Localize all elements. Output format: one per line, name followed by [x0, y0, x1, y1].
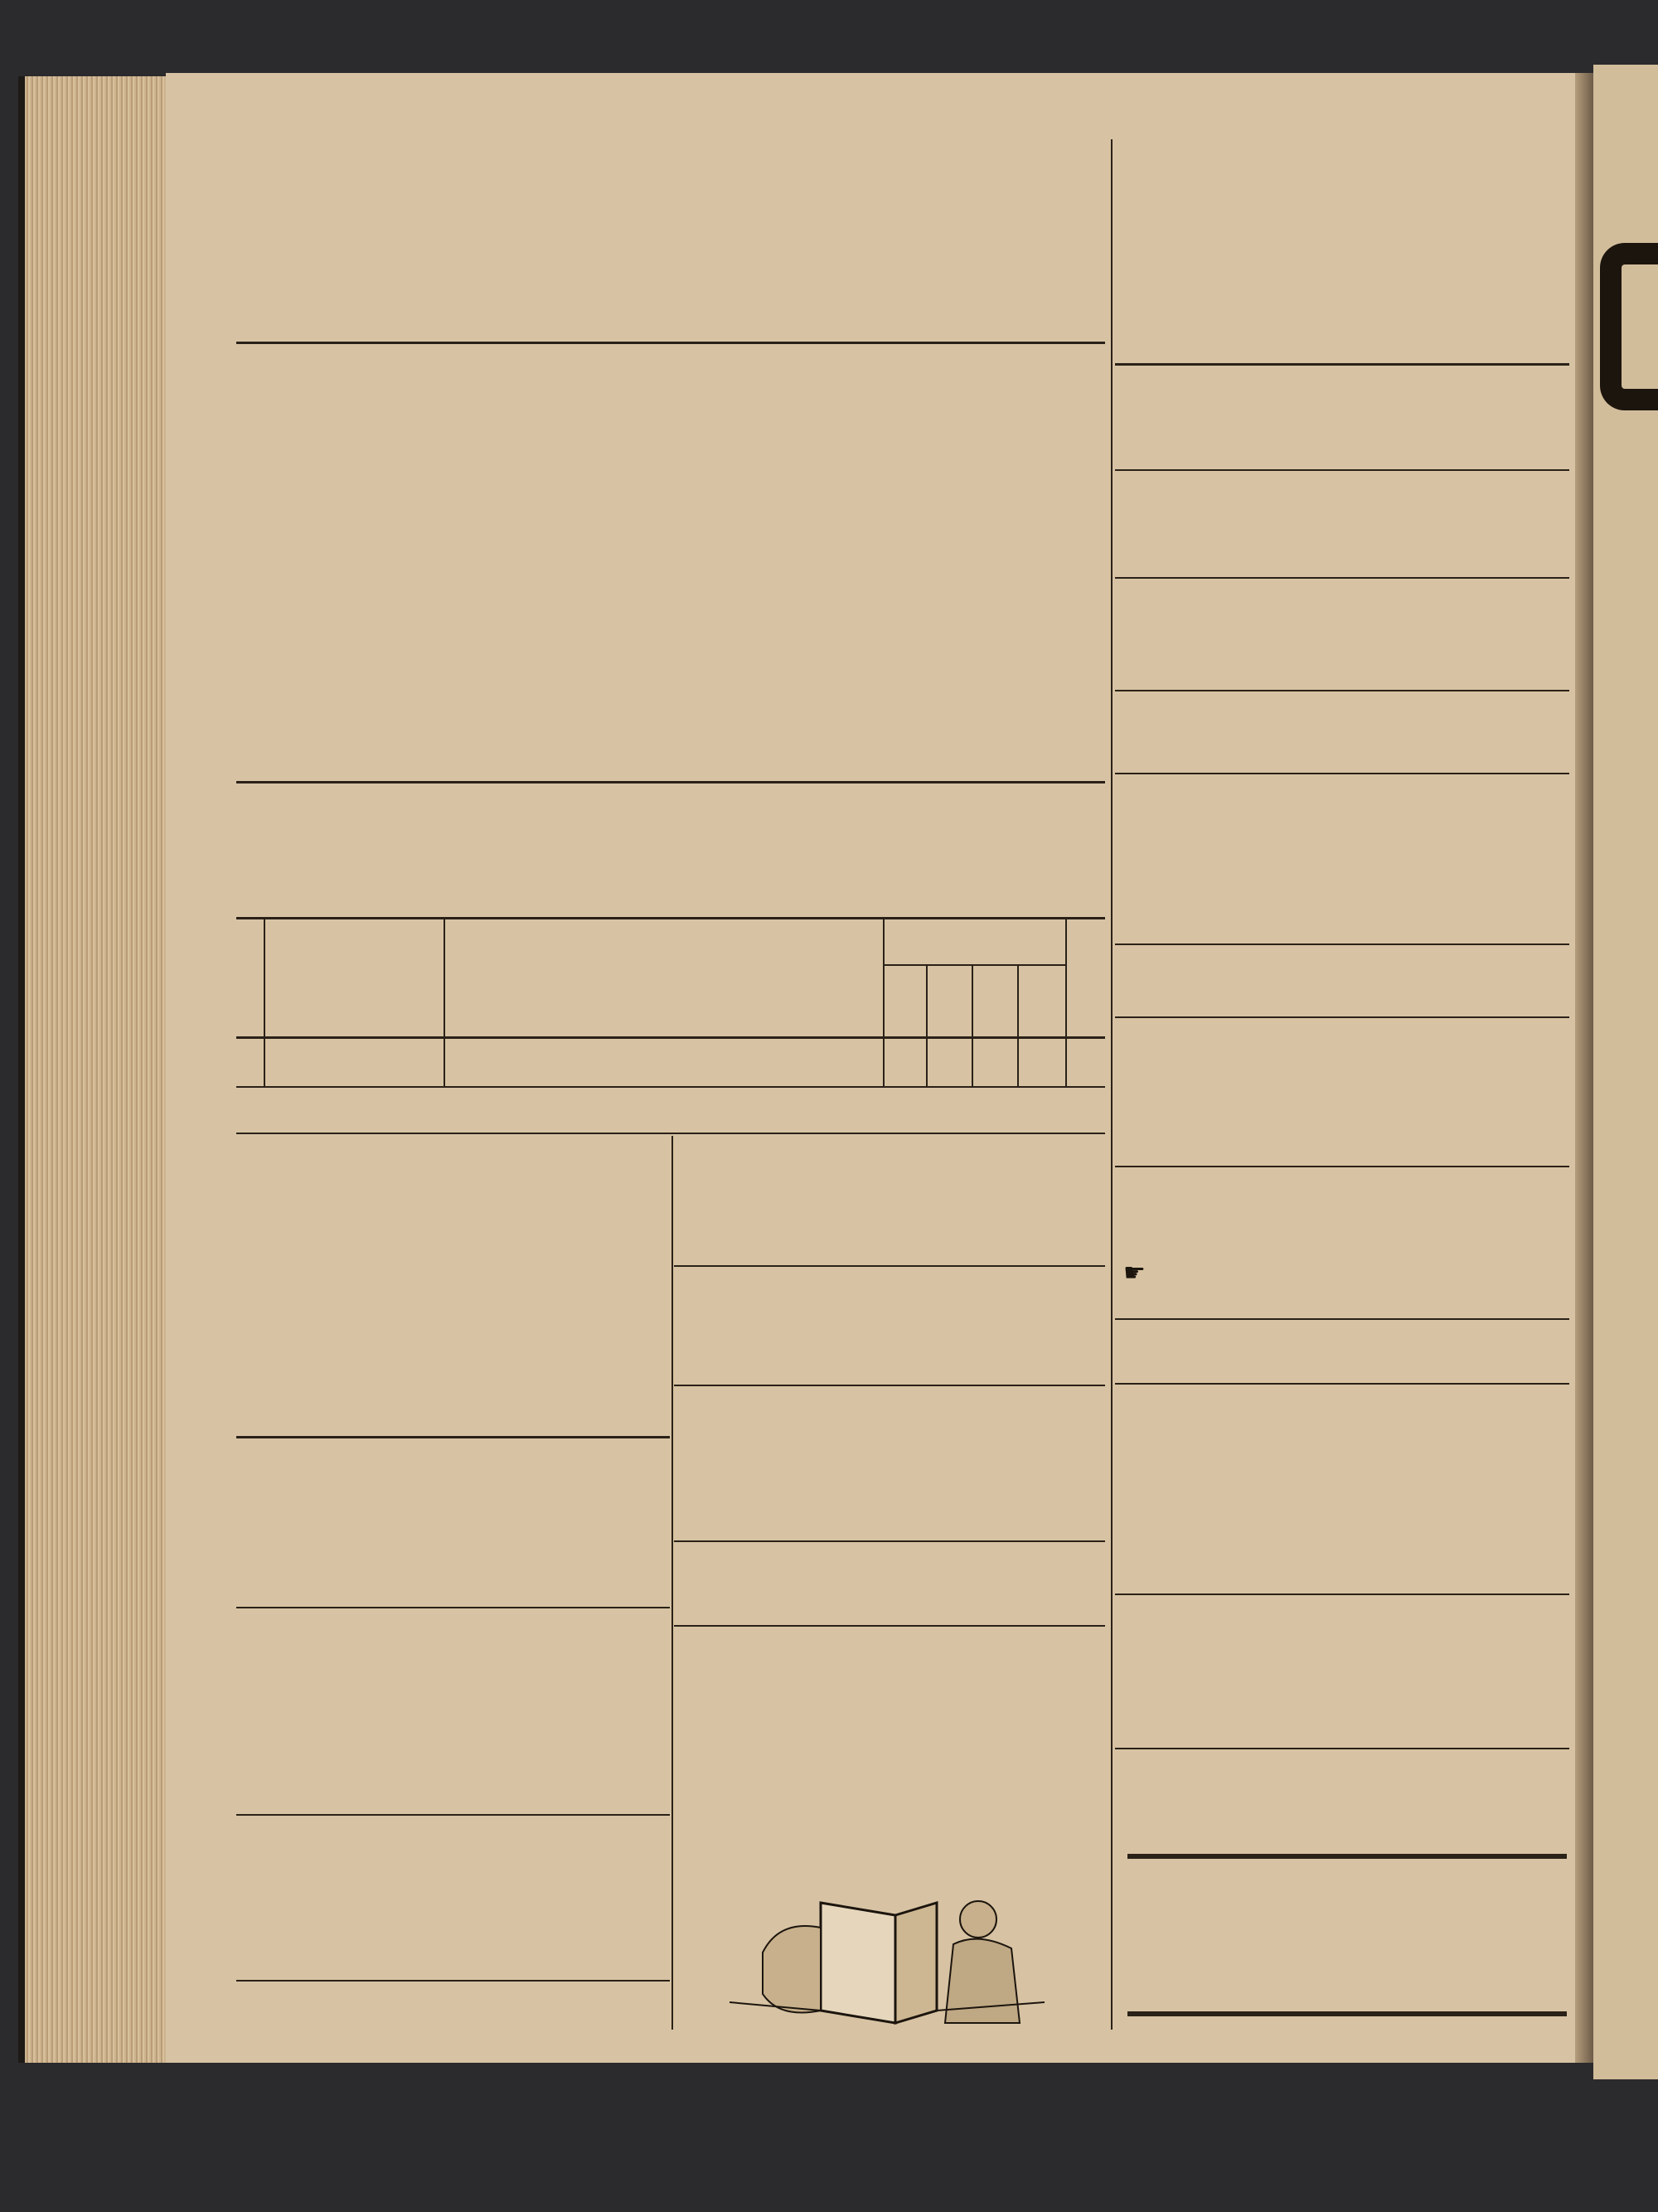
divider: [1115, 1594, 1569, 1595]
divider: [236, 1436, 670, 1438]
divider: [1115, 1166, 1569, 1167]
divider: [236, 1133, 1105, 1134]
next-page-masthead-letter: [1600, 243, 1658, 410]
divider: [1115, 469, 1569, 471]
newspaper-page: [166, 73, 1592, 2063]
next-page-strip: [1593, 65, 1658, 2079]
divider: [1115, 773, 1569, 774]
divider: [236, 342, 1105, 344]
divider: [1115, 1016, 1569, 1018]
col-rule: [444, 919, 445, 1086]
divider: [674, 1265, 1105, 1267]
divider: [1115, 1383, 1569, 1385]
col-rule: [1065, 919, 1067, 1086]
divider: [236, 781, 1105, 783]
divider: [236, 1814, 670, 1816]
divider: [674, 1625, 1105, 1627]
pointing-hand-icon: ☛: [1123, 1259, 1146, 1288]
mourning-rule-bottom: [1127, 2011, 1567, 2016]
divider: [1115, 943, 1569, 945]
col-rule: [1017, 966, 1019, 1086]
page-gutter: [1575, 73, 1593, 2063]
divider: [674, 1385, 1105, 1386]
column-rule-main: [1111, 139, 1113, 2030]
frucht-table-top: [236, 917, 1105, 919]
divider: [1115, 1318, 1569, 1320]
page-edges: [18, 76, 172, 2063]
divider: [1115, 363, 1569, 366]
divider: [674, 1540, 1105, 1542]
kochbuch-illustration: [730, 1886, 1045, 2027]
divider: [1115, 1748, 1569, 1749]
divider: [1115, 577, 1569, 579]
col-rule: [264, 919, 265, 1086]
frucht-table-head-rule: [236, 1036, 1105, 1039]
divider: [236, 1607, 670, 1608]
frucht-table-bottom: [236, 1086, 1105, 1088]
col-rule: [883, 919, 885, 1086]
column-rule: [671, 1136, 673, 2030]
col-rule: [972, 966, 973, 1086]
sub-rule: [885, 964, 1065, 966]
divider: [236, 1980, 670, 1982]
col-rule: [926, 966, 928, 1086]
divider: [1115, 690, 1569, 691]
mourning-rule-top: [1127, 1854, 1567, 1859]
